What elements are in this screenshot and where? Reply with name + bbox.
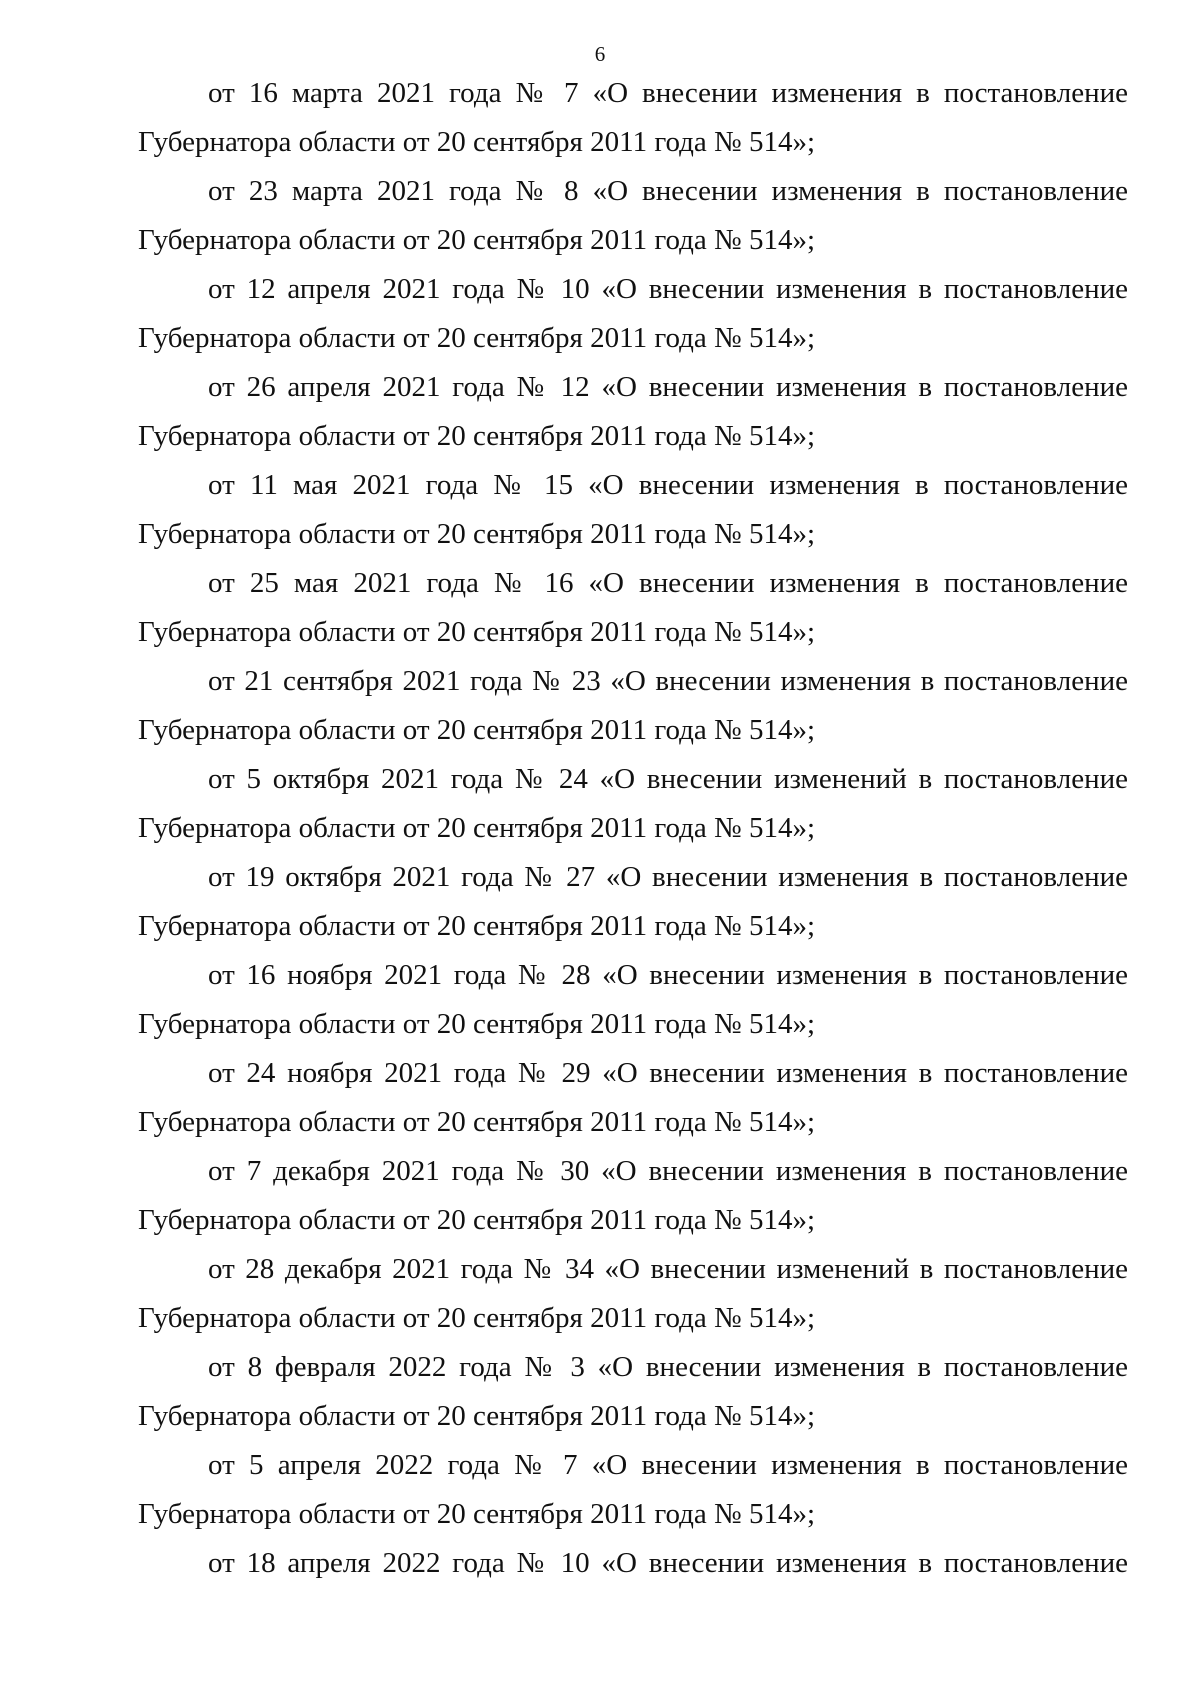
entry-continuation: Губернатора области от 20 сентября 2011 года № 514»;: [138, 420, 816, 452]
entry-continuation: Губернатора области от 20 сентября 2011 года № 514»;: [138, 224, 816, 256]
entry-line: от 28 декабря 2021 года № 34 «О внесении изменений в постановление: [208, 1253, 1128, 1285]
amendment-entry: [138, 1049, 1128, 1147]
amendment-list: [138, 69, 1128, 1637]
entry-line: от 8 февраля 2022 года № 3 «О внесении изменения в постановление: [208, 1351, 1128, 1383]
amendment-entry: [138, 363, 1128, 461]
entry-line: от 16 ноября 2021 года № 28 «О внесении изменения в постановление: [208, 959, 1128, 991]
page-number: 6: [594, 42, 606, 66]
amendment-entry: [138, 1343, 1128, 1441]
entry-continuation: Губернатора области от 20 сентября 2011 года № 514»;: [138, 714, 816, 746]
entry-continuation: Губернатора области от 20 сентября 2011 года № 514»;: [138, 1400, 816, 1432]
entry-line: от 16 марта 2021 года № 7 «О внесении изменения в постановление: [208, 77, 1128, 109]
entry-line: от 12 апреля 2021 года № 10 «О внесении изменения в постановление: [208, 273, 1128, 305]
entry-line: от 11 мая 2021 года № 15 «О внесении изменения в постановление: [208, 469, 1128, 501]
entry-continuation: Губернатора области от 20 сентября 2011 года № 514»;: [138, 616, 816, 648]
amendment-entry: [138, 461, 1128, 559]
entry-line: от 26 апреля 2021 года № 12 «О внесении изменения в постановление: [208, 371, 1128, 403]
entry-continuation: Губернатора области от 20 сентября 2011 года № 514»;: [138, 910, 816, 942]
entry-line: от 23 марта 2021 года № 8 «О внесении изменения в постановление: [208, 175, 1128, 207]
entry-line: от 24 ноября 2021 года № 29 «О внесении изменения в постановление: [208, 1057, 1128, 1089]
entry-continuation: Губернатора области от 20 сентября 2011 года № 514»;: [138, 1302, 816, 1334]
entry-continuation: [138, 1588, 1128, 1637]
amendment-entry: [138, 657, 1128, 755]
entry-line: от 5 апреля 2022 года № 7 «О внесении изменения в постановление: [208, 1449, 1128, 1481]
amendment-entry: [138, 1539, 1128, 1637]
amendment-entry: [138, 1441, 1128, 1539]
entry-line: от 19 октября 2021 года № 27 «О внесении изменения в постановление: [208, 861, 1128, 893]
entry-continuation: Губернатора области от 20 сентября 2011 года № 514»;: [138, 518, 816, 550]
amendment-entry: [138, 853, 1128, 951]
entry-continuation: Губернатора области от 20 сентября 2011 года № 514»;: [138, 1204, 816, 1236]
amendment-entry: [138, 1147, 1128, 1245]
entry-continuation: Губернатора области от 20 сентября 2011 года № 514»;: [138, 322, 816, 354]
entry-line: от 25 мая 2021 года № 16 «О внесении изменения в постановление: [208, 567, 1128, 599]
amendment-entry: [138, 559, 1128, 657]
amendment-entry: [138, 69, 1128, 167]
entry-line: от 5 октября 2021 года № 24 «О внесении изменений в постановление: [208, 763, 1128, 795]
entry-continuation: Губернатора области от 20 сентября 2011 года № 514»;: [138, 126, 816, 158]
amendment-entry: [138, 167, 1128, 265]
entry-continuation: Губернатора области от 20 сентября 2011 года № 514»;: [138, 812, 816, 844]
amendment-entry: [138, 951, 1128, 1049]
entry-continuation: Губернатора области от 20 сентября 2011 года № 514»;: [138, 1106, 816, 1138]
amendment-entry: [138, 755, 1128, 853]
amendment-entry: [138, 1245, 1128, 1343]
entry-line: от 18 апреля 2022 года № 10 «О внесении изменения в постановление: [208, 1547, 1128, 1579]
entry-continuation: Губернатора области от 20 сентября 2011 года № 514»;: [138, 1008, 816, 1040]
entry-continuation: Губернатора области от 20 сентября 2011 года № 514»;: [138, 1498, 816, 1530]
entry-line: от 21 сентября 2021 года № 23 «О внесении изменения в постановление: [208, 665, 1128, 697]
amendment-entry: [138, 265, 1128, 363]
entry-line: от 7 декабря 2021 года № 30 «О внесении изменения в постановление: [208, 1155, 1128, 1187]
